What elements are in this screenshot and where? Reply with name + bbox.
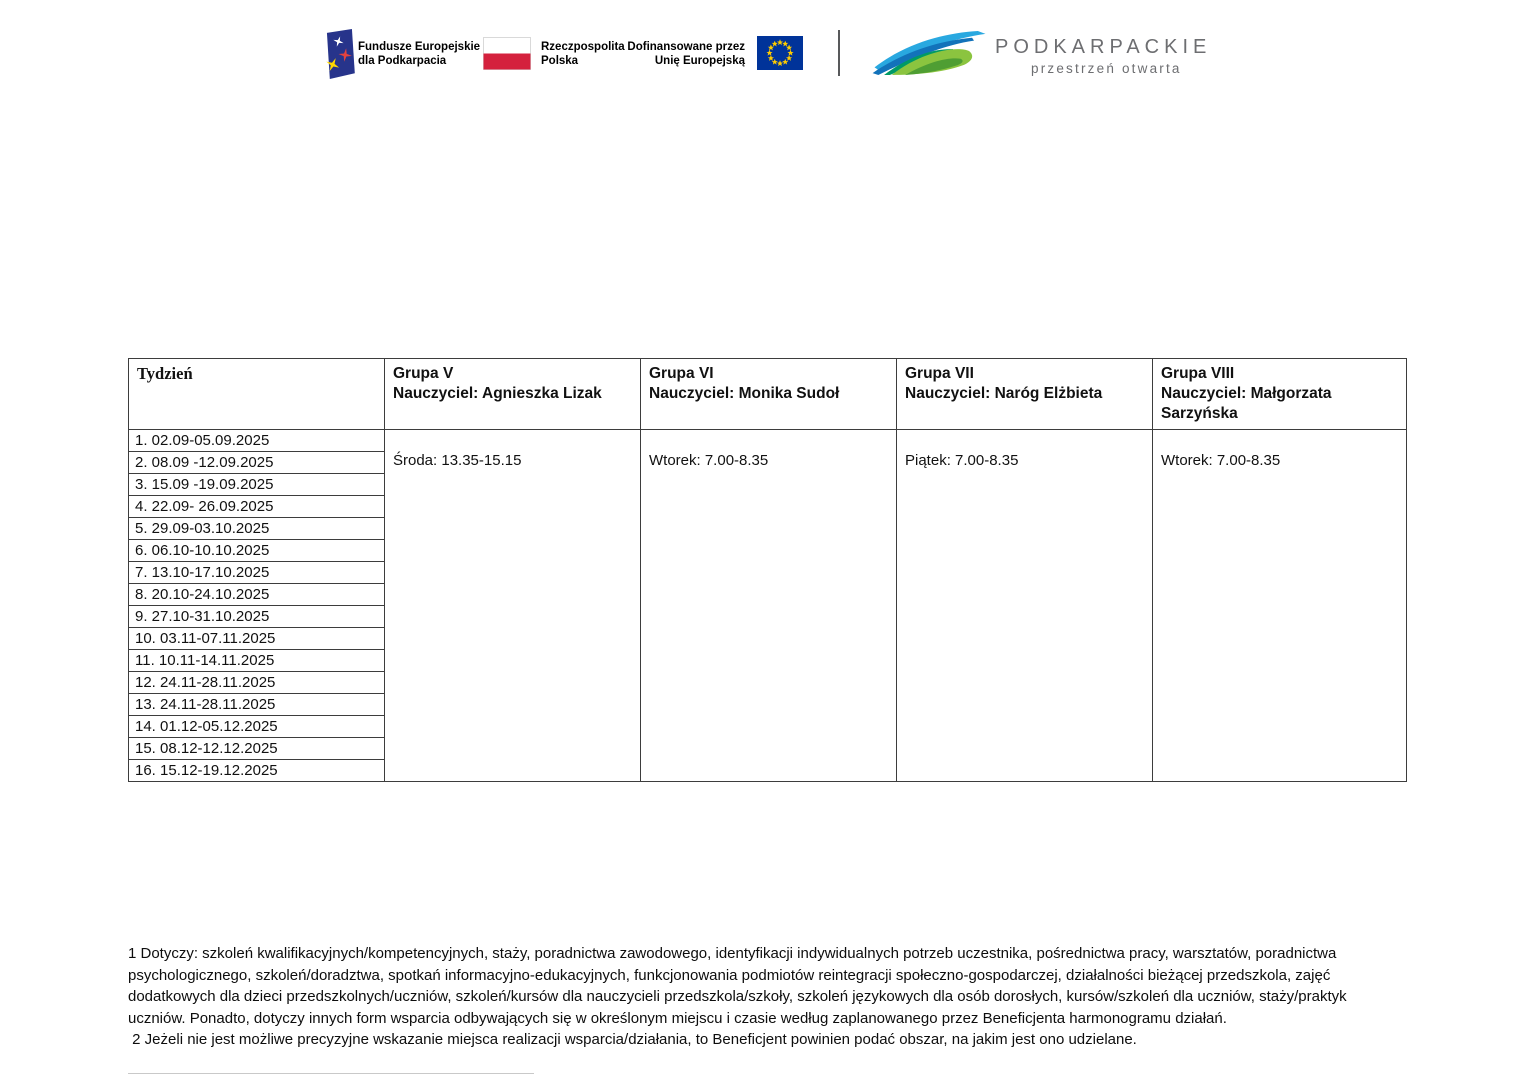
- group-vii-teacher: Nauczyciel: Naróg Elżbieta: [905, 385, 1103, 402]
- week-cell: 3. 15.09 -19.09.2025: [129, 474, 385, 496]
- eu-funds-label-line1: Fundusze Europejskie: [358, 41, 481, 53]
- poland-label-line2: Polska: [541, 55, 579, 67]
- eu-funds-label: [358, 40, 480, 68]
- poland-flag-icon: [483, 37, 531, 70]
- eu-funding-label-line1: Dofinansowane przez: [627, 41, 745, 53]
- poland-label-line1: Rzeczpospolita: [541, 41, 625, 53]
- table-header-row: [129, 359, 1407, 430]
- group-vi-header: [641, 359, 897, 430]
- week-cell: 5. 29.09-03.10.2025: [129, 518, 385, 540]
- footnote-2: 2 Jeżeli nie jest możliwe precyzyjne wskazanie miejsca realizacji wsparcia/działania, to Beneficjent powinien podać obszar, na jakim jest ono udzielane.: [128, 1031, 1137, 1048]
- eu-flag-icon: [757, 36, 803, 70]
- podkarpackie-subtitle: przestrzeń otwarta: [1031, 61, 1182, 76]
- week-cell: 11. 10.11-14.11.2025: [129, 650, 385, 672]
- group-vii-header: [897, 359, 1153, 430]
- week-cell: 7. 13.10-17.10.2025: [129, 562, 385, 584]
- week-cell: 1. 02.09-05.09.2025: [129, 430, 385, 452]
- week-cell: 8. 20.10-24.10.2025: [129, 584, 385, 606]
- podkarpackie-title: PODKARPACKIE: [995, 36, 1212, 58]
- eu-funds-label-line2: dla Podkarpacia: [358, 55, 447, 67]
- week-cell: 9. 27.10-31.10.2025: [129, 606, 385, 628]
- group-vi-schedule-cell: Wtorek: 7.00-8.35: [641, 430, 897, 782]
- eu-funding-label: [625, 40, 745, 68]
- eu-funds-flag-icon: [320, 29, 355, 79]
- eu-funding-label-line2: Unię Europejską: [654, 55, 745, 67]
- group-viii-header: [1153, 359, 1407, 430]
- week-cell: 2. 08.09 -12.09.2025: [129, 452, 385, 474]
- group-v-header: [385, 359, 641, 430]
- logo-divider: [838, 30, 840, 76]
- week-cell: 15. 08.12-12.12.2025: [129, 738, 385, 760]
- group-vi-teacher: Nauczyciel: Monika Sudoł: [649, 385, 840, 402]
- week-column-header: Tydzień: [129, 359, 385, 430]
- podkarpackie-logo-icon: [872, 31, 988, 75]
- group-v-teacher: Nauczyciel: Agnieszka Lizak: [393, 385, 602, 402]
- week-cell: 4. 22.09- 26.09.2025: [129, 496, 385, 518]
- week-cell: 6. 06.10-10.10.2025: [129, 540, 385, 562]
- week-cell: 10. 03.11-07.11.2025: [129, 628, 385, 650]
- table-row: [129, 430, 1407, 452]
- group-viii-teacher: Nauczyciel: Małgorzata Sarzyńska: [1161, 385, 1332, 422]
- group-v-schedule-cell: Środa: 13.35-15.15: [385, 430, 641, 782]
- group-v-name: Grupa V: [393, 365, 454, 382]
- week-cell: 14. 01.12-05.12.2025: [129, 716, 385, 738]
- week-cell: 12. 24.11-28.11.2025: [129, 672, 385, 694]
- partial-next-table-border: [128, 1073, 534, 1074]
- podkarpackie-wordmark: [995, 36, 1211, 76]
- schedule-table: [128, 358, 1407, 782]
- group-vi-name: Grupa VI: [649, 365, 714, 382]
- group-vii-name: Grupa VII: [905, 365, 974, 382]
- week-cell: 16. 15.12-19.12.2025: [129, 760, 385, 782]
- group-vii-schedule-cell: Piątek: 7.00-8.35: [897, 430, 1153, 782]
- group-viii-name: Grupa VIII: [1161, 365, 1235, 382]
- group-viii-schedule-cell: Wtorek: 7.00-8.35: [1153, 430, 1407, 782]
- week-cell: 13. 24.11-28.11.2025: [129, 694, 385, 716]
- footnote-1: 1 Dotyczy: szkoleń kwalifikacyjnych/kompetencyjnych, staży, poradnictwa zawodowego, identyfikacji indywidualnych potrzeb uczestnika, pośrednictwa pracy, warsztatów, poradnictwa psychologicznego, szkoleń/doradztwa, spotkań informacyjno-edukacyjnych, funkcjonowania podmiotów reintegracji społeczno-gospodarczej, działalności bieżącej przedszkola, zajęć dodatkowych dla dzieci przedszkolnych/uczniów, szkoleń/kursów dla nauczycieli przedszkola/szkoły, szkoleń językowych dla osób dorosłych, kursów/szkoleń dla uczniów, staży/praktyk uczniów. Ponadto, dotyczy innych form wsparcia odbywających się w określonym miejscu i czasie według zaplanowanego przez Beneficjenta harmonogramu działań.: [128, 945, 1351, 1027]
- poland-label: [541, 40, 625, 68]
- footnotes: [128, 943, 1406, 1051]
